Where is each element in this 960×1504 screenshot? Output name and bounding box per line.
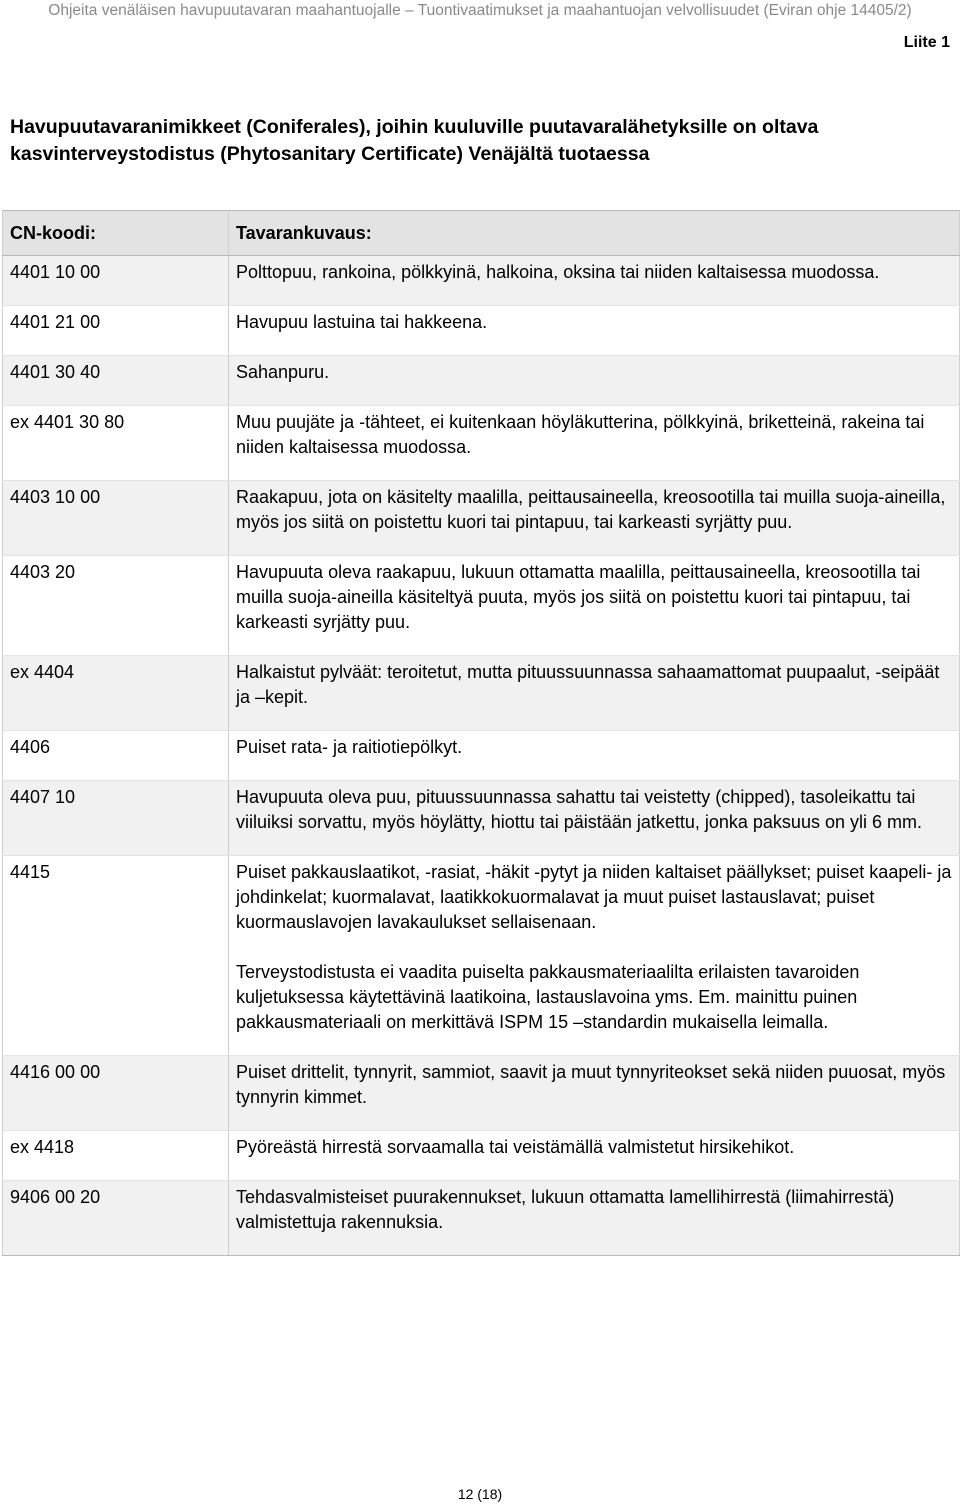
cn-code-table (2, 210, 960, 1256)
description-paragraph: Terveystodistusta ei vaadita puiselta pakkausmateriaalilta erilaisten tavaroiden kuljetuksessa käytettävinä laatikoina, lastauslavoina yms. Em. mainittu puinen pakkausmateriaali on merkittävä ISPM 15 –standardin mukaisella leimalla. (236, 962, 860, 1032)
cn-code-cell: 4403 10 00 (3, 481, 229, 556)
table-row (3, 481, 960, 556)
description-paragraph: Sahanpuru. (236, 362, 330, 382)
running-header: Ohjeita venäläisen havupuutavaran maahantuojalle – Tuontivaatimukset ja maahantuojan velvollisuudet (Eviran ohje 14405/2) (48, 2, 912, 19)
description-paragraph: Puiset pakkauslaatikot, -rasiat, -häkit -pytyt ja niiden kaltaiset päällykset; puiset kaapeli- ja johdinkelat; kuormalavat, laatikkokuormalavat ja muut puiset lastauslavat; puiset kuormauslavojen lavakaulukset sellaisenaan. (236, 862, 952, 932)
table-header-row (3, 211, 960, 256)
table-row (3, 781, 960, 856)
description-cell (229, 256, 960, 306)
description-cell (229, 481, 960, 556)
cn-code-cell: 9406 00 20 (3, 1181, 229, 1256)
cn-code-cell: 4407 10 (3, 781, 229, 856)
cn-code-cell: 4401 21 00 (3, 306, 229, 356)
column-header-description: Tavarankuvaus: (229, 211, 960, 256)
description-cell (229, 556, 960, 656)
description-cell (229, 306, 960, 356)
document-title: Havupuutavaranimikkeet (Coniferales), joihin kuuluville puutavaralähetyksille on oltava kasvinterveystodistus (Phytosanitary Certificate) Venäjältä tuotaessa (10, 116, 819, 165)
table-row (3, 556, 960, 656)
description-paragraph: Muu puujäte ja -tähteet, ei kuitenkaan höyläkutterina, pölkkyinä, briketteinä, rakeina tai niiden kaltaisessa muodossa. (236, 412, 925, 457)
description-paragraph: Halkaistut pylväät: teroitetut, mutta pituussuunnassa sahaamattomat puupaalut, -seipäät ja –kepit. (236, 662, 940, 707)
table-row (3, 306, 960, 356)
description-paragraph: Havupuu lastuina tai hakkeena. (236, 312, 488, 332)
table-row (3, 406, 960, 481)
description-cell (229, 356, 960, 406)
cn-code-cell: 4416 00 00 (3, 1056, 229, 1131)
table-row (3, 356, 960, 406)
table-body (3, 256, 960, 1256)
description-cell (229, 856, 960, 1056)
description-cell (229, 1181, 960, 1256)
description-cell (229, 406, 960, 481)
cn-code-cell: 4401 30 40 (3, 356, 229, 406)
table-row (3, 856, 960, 1056)
cn-code-cell: 4406 (3, 731, 229, 781)
description-paragraph: Pyöreästä hirrestä sorvaamalla tai veistämällä valmistetut hirsikehikot. (236, 1137, 795, 1157)
cn-code-cell: 4401 10 00 (3, 256, 229, 306)
description-paragraph: Polttopuu, rankoina, pölkkyinä, halkoina, oksina tai niiden kaltaisessa muodossa. (236, 262, 880, 282)
description-paragraph: Raakapuu, jota on käsitelty maalilla, peittausaineella, kreosootilla tai muilla suoja-aineilla, myös jos siitä on poistettu kuori tai pintapuu, tai karkeasti syrjätty puu. (236, 487, 946, 532)
table-row (3, 656, 960, 731)
description-cell (229, 1131, 960, 1181)
page-number: 12 (18) (457, 1486, 503, 1502)
cn-code-cell: 4415 (3, 856, 229, 1056)
table-row (3, 256, 960, 306)
cn-code-cell: ex 4418 (3, 1131, 229, 1181)
cn-code-cell: 4403 20 (3, 556, 229, 656)
table-row (3, 731, 960, 781)
table-row (3, 1056, 960, 1131)
description-paragraph: Puiset rata- ja raitiotiepölkyt. (236, 737, 463, 757)
table-row (3, 1181, 960, 1256)
description-cell (229, 1056, 960, 1131)
cn-code-cell: ex 4401 30 80 (3, 406, 229, 481)
description-cell (229, 656, 960, 731)
table-row (3, 1131, 960, 1181)
description-paragraph: Havupuuta oleva raakapuu, lukuun ottamatta maalilla, peittausaineella, kreosootilla tai muilla suoja-aineilla käsiteltyä puuta, myös jos siitä on poistettu kuori tai pintapuu, tai karkeasti syrjätty puu. (236, 562, 921, 632)
column-header-code: CN-koodi: (3, 211, 229, 256)
appendix-label: Liite 1 (903, 34, 950, 51)
description-cell (229, 781, 960, 856)
description-paragraph: Havupuuta oleva puu, pituussuunnassa sahattu tai veistetty (chipped), tasoleikattu tai viiluiksi sorvattu, myös höylätty, hiottu tai päistään jatkettu, jonka paksuus on yli 6 mm. (236, 787, 922, 832)
description-cell (229, 731, 960, 781)
description-paragraph: Tehdasvalmisteiset puurakennukset, lukuun ottamatta lamellihirrestä (liimahirrestä) valmistettuja rakennuksia. (236, 1187, 895, 1232)
cn-code-cell: ex 4404 (3, 656, 229, 731)
description-paragraph: Puiset drittelit, tynnyrit, sammiot, saavit ja muut tynnyriteokset sekä niiden puuosat, myös tynnyrin kimmet. (236, 1062, 946, 1107)
